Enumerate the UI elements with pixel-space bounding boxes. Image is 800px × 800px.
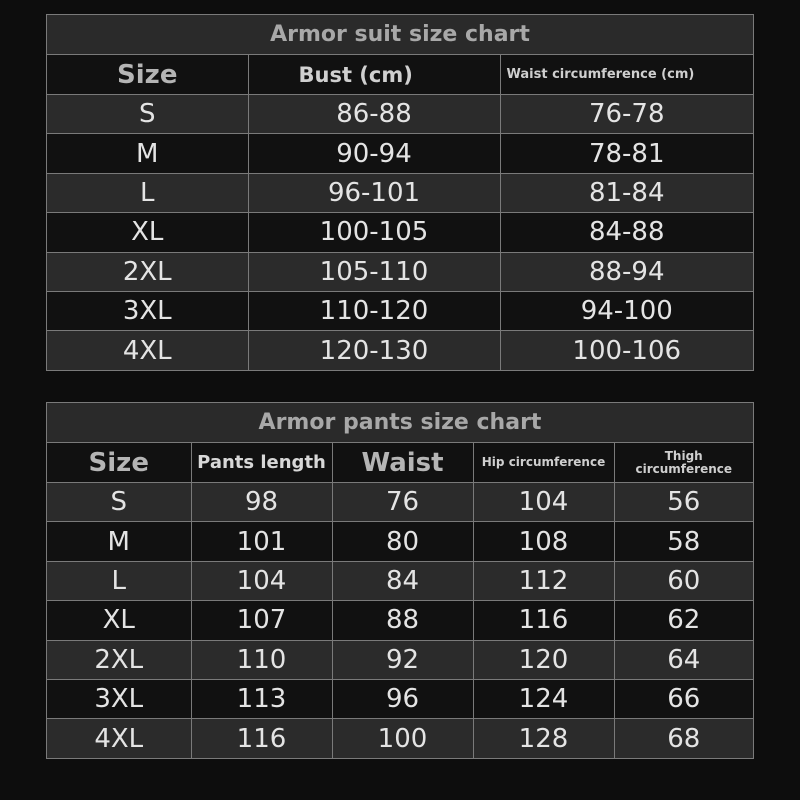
suit-chart-title: Armor suit size chart xyxy=(47,15,753,55)
suit-row xyxy=(47,134,753,173)
suit-cell-waist: 81-84 xyxy=(500,173,753,212)
suit-header-size: Size xyxy=(47,55,248,95)
pants-cell-length: 107 xyxy=(191,601,332,640)
suit-cell-bust: 96-101 xyxy=(248,173,500,212)
suit-cell-bust: 90-94 xyxy=(248,134,500,173)
pants-cell-waist: 88 xyxy=(332,601,473,640)
pants-cell-hip: 108 xyxy=(473,522,614,561)
suit-cell-bust: 100-105 xyxy=(248,213,500,252)
pants-cell-waist: 100 xyxy=(332,719,473,758)
suit-cell-waist: 88-94 xyxy=(500,252,753,291)
pants-cell-length: 104 xyxy=(191,561,332,600)
pants-cell-length: 101 xyxy=(191,522,332,561)
suit-row xyxy=(47,173,753,212)
suit-cell-waist: 94-100 xyxy=(500,291,753,330)
suit-size-table xyxy=(47,55,753,370)
pants-header-thigh: Thigh circumference xyxy=(614,443,753,483)
suit-cell-waist: 76-78 xyxy=(500,95,753,134)
suit-cell-size: M xyxy=(47,134,248,173)
pants-row xyxy=(47,719,753,758)
suit-cell-waist: 84-88 xyxy=(500,213,753,252)
pants-cell-hip: 120 xyxy=(473,640,614,679)
pants-cell-waist: 92 xyxy=(332,640,473,679)
pants-cell-size: 2XL xyxy=(47,640,191,679)
suit-cell-size: S xyxy=(47,95,248,134)
suit-cell-size: 3XL xyxy=(47,291,248,330)
pants-cell-thigh: 60 xyxy=(614,561,753,600)
pants-cell-hip: 104 xyxy=(473,483,614,522)
suit-row xyxy=(47,252,753,291)
suit-cell-size: L xyxy=(47,173,248,212)
suit-row xyxy=(47,291,753,330)
pants-size-chart xyxy=(46,402,754,759)
suit-header-row xyxy=(47,55,753,95)
pants-cell-waist: 96 xyxy=(332,679,473,718)
pants-row xyxy=(47,522,753,561)
suit-row xyxy=(47,213,753,252)
suit-row xyxy=(47,95,753,134)
suit-cell-bust: 105-110 xyxy=(248,252,500,291)
pants-header-size: Size xyxy=(47,443,191,483)
pants-cell-hip: 112 xyxy=(473,561,614,600)
suit-cell-size: XL xyxy=(47,213,248,252)
pants-cell-thigh: 64 xyxy=(614,640,753,679)
suit-cell-waist: 78-81 xyxy=(500,134,753,173)
pants-header-row xyxy=(47,443,753,483)
pants-header-waist: Waist xyxy=(332,443,473,483)
pants-cell-size: 3XL xyxy=(47,679,191,718)
suit-cell-bust: 110-120 xyxy=(248,291,500,330)
suit-cell-bust: 86-88 xyxy=(248,95,500,134)
pants-row xyxy=(47,483,753,522)
suit-header-bust: Bust (cm) xyxy=(248,55,500,95)
pants-cell-length: 98 xyxy=(191,483,332,522)
pants-row xyxy=(47,679,753,718)
pants-cell-size: M xyxy=(47,522,191,561)
pants-cell-size: S xyxy=(47,483,191,522)
pants-cell-length: 116 xyxy=(191,719,332,758)
pants-cell-size: L xyxy=(47,561,191,600)
suit-row xyxy=(47,331,753,370)
pants-header-length: Pants length xyxy=(191,443,332,483)
suit-size-chart xyxy=(46,14,754,371)
pants-cell-thigh: 66 xyxy=(614,679,753,718)
suit-cell-bust: 120-130 xyxy=(248,331,500,370)
pants-cell-hip: 124 xyxy=(473,679,614,718)
pants-cell-thigh: 58 xyxy=(614,522,753,561)
pants-row xyxy=(47,640,753,679)
pants-cell-length: 113 xyxy=(191,679,332,718)
pants-cell-size: XL xyxy=(47,601,191,640)
pants-size-table xyxy=(47,443,753,758)
pants-row xyxy=(47,601,753,640)
pants-cell-thigh: 62 xyxy=(614,601,753,640)
suit-cell-waist: 100-106 xyxy=(500,331,753,370)
suit-cell-size: 4XL xyxy=(47,331,248,370)
pants-cell-size: 4XL xyxy=(47,719,191,758)
pants-cell-waist: 84 xyxy=(332,561,473,600)
pants-chart-title: Armor pants size chart xyxy=(47,403,753,443)
pants-cell-thigh: 68 xyxy=(614,719,753,758)
suit-header-waist: Waist circumference (cm) xyxy=(500,55,753,95)
suit-cell-size: 2XL xyxy=(47,252,248,291)
pants-cell-hip: 128 xyxy=(473,719,614,758)
pants-cell-waist: 76 xyxy=(332,483,473,522)
pants-row xyxy=(47,561,753,600)
pants-header-hip: Hip circumference xyxy=(473,443,614,483)
pants-cell-hip: 116 xyxy=(473,601,614,640)
pants-cell-waist: 80 xyxy=(332,522,473,561)
pants-cell-thigh: 56 xyxy=(614,483,753,522)
pants-cell-length: 110 xyxy=(191,640,332,679)
